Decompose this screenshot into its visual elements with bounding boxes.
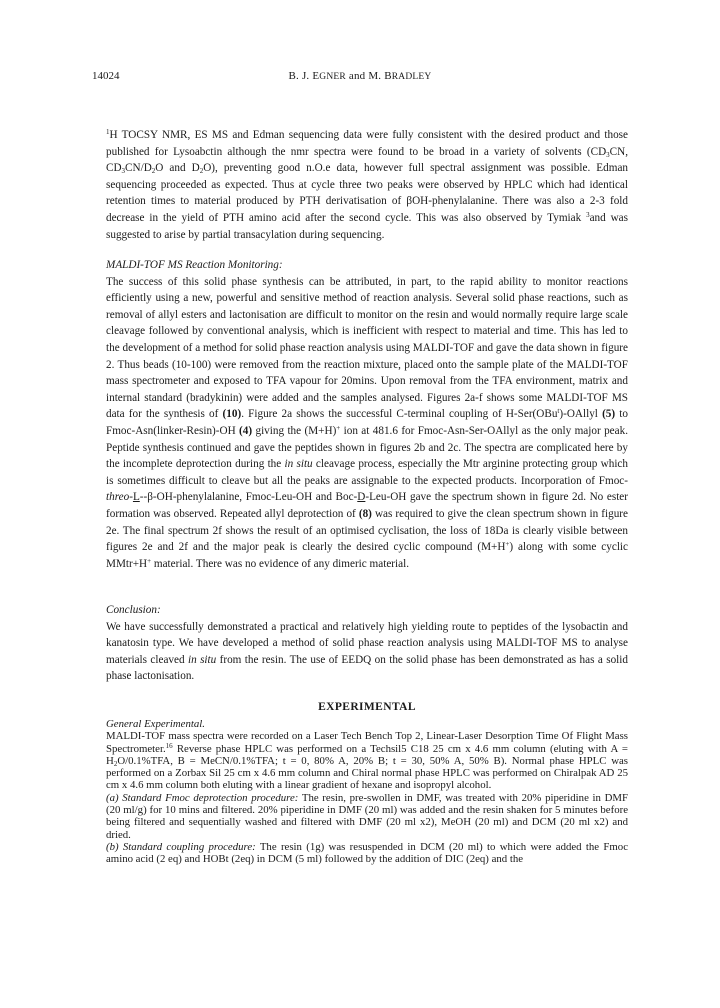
conclusion-heading: Conclusion: [106,604,161,616]
general-heading: General Experimental. [106,718,205,730]
running-header [0,70,720,86]
maldi-heading: MALDI-TOF MS Reaction Monitoring: [106,259,283,271]
conclusion-paragraph: We have successfully demonstrated a practical and relatively high yielding route to peptides of the lysobactin and kanatosin type. We have developed a method of solid phase reaction analysis using MALDI-TOF MS to analyse materials cleaved in situ from the resin. The use of EEDQ on the solid phase has been demonstrated as has a solid phase lactonisation. [106,620,628,683]
running-title: B. J. EGNER and M. BRADLEY [288,70,432,82]
maldi-paragraph: The success of this solid phase synthesis can be attributed, in part, to the rapid ability to monitor reactions efficiently using a new, powerful and sensitive method of reaction analysis. Several solid phase reactions, such as removal of allyl esters and lactonisation are difficult to monitor on the resin and would normally require large scale cleavage followed by conventional analysis, which is inefficient with respect to material and time. This has led to the development of a method for solid phase reaction analysis using MALDI-TOF and gave the data shown in figure 2. Thus beads (10-100) were removed from the reaction mixture, placed onto the sample plate of the MALDI-TOF mass spectrometer and exposed to TFA vapour for 20mins. Upon removal from the TFA environment, matrix and internal standard (bradykinin) were added and the samples analysed. Figures 2a-f shows some MALDI-TOF MS data for the synthesis of (10). Figure 2a shows the successful C-terminal coupling of H-Ser(OBu$^t$)-OAllyl (5) to Fmoc-Asn(linker-Resin)-OH (4) giving the (M+H)+ ion at 481.6 for Fmoc-Asn-Ser-OAllyl as the only major peak. Peptide synthesis continued and gave the peptides shown in figures 2b and 2c. The spectra are complicated here by the incomplete deprotection during the in situ cleavage process, especially the Mtr arginine protecting group which is sometimes difficult to cleave but all the peaks are assignable to the expected products. Incorporation of Fmoc-threo-L--β-OH-phenylalanine, Fmoc-Leu-OH and Boc-D-Leu-OH gave the spectrum shown in figure 2d. No ester formation was observed. Repeated allyl deprotection of (8) was required to give the clean spectrum shown in figure 2e. The final spectrum 2f shows the result of an optimised cyclisation, the loss of 18Da is clearly visible between figures 2e and 2f and the major peak is clearly the desired cyclic compound (M+H+) along with some cyclic MMtr+H+ material. There was no evidence of any dimeric material. [106,275,629,570]
general-paragraph: MALDI-TOF mass spectra were recorded on a Laser Tech Bench Top 2, Linear-Laser Desorption Time Of Flight Mass Spectrometer.$^{16}$ Reverse phase HPLC was performed on a Techsil5 C18 25 cm x 4.6 mm column (eluting with $A = H_2O/0.1\%TFA$, B = MeCN/0.1%TFA; t = 0, 80% A, 20% B; t = 30, 50% A, 50% B). Normal phase HPLC was performed on a Zorbax Sil 25 cm x 4.6 mm column and Chiral normal phase HPLC was performed on Chiralpak AD 25 cm x 4.6 mm column both eluting with a linear gradient of hexane and isopropyl alcohol. [106,730,628,792]
page-number: 14024 [92,70,120,82]
conclusion-section [106,602,628,685]
nmr-paragraph: $^1$H TOCSY NMR, ES MS and Edman sequencing data were fully consistent with the desired product and those published for Lysoabctin although the nmr spectra were found to be broad in a variety of solvents ($CD_3CN$, $CD_3CN/D_2O$ and $D_2O$), preventing good n.O.e data, however full spectral assignment was possible. Edman sequencing proceeded as expected. Thus at cycle three two peaks were observed by HPLC which had identical retention times to material produced by PTH derivatisation of βOH-phenylalanine. There was also a 2-3 fold decrease in the yield of PTH amino acid after the second cycle. This was also observed by Tymiak $^3$and was suggested to arise by partial transacylation during sequencing. [106,128,628,241]
coupling-paragraph: (b) Standard coupling procedure: The resin (1g) was resuspended in DCM (20 ml) to which were added the Fmoc amino acid (2 eq) and HOBt (2eq) in DCM (5 ml) followed by the addition of DIC (2eq) and the [106,840,628,866]
maldi-section [106,257,628,572]
experimental-section [106,701,628,866]
fmoc-deprotection-paragraph: (a) Standard Fmoc deprotection procedure: The resin, pre-swollen in DMF, was treated with 20% piperidine in DMF (20 ml/g) for 10 mins and filtered. 20% piperidine in DMF (20 ml) was added and the resin shaken for 5 minutes before being filtered and sequentially washed and filtered with DMF (20 ml x2), MeOH (20 ml) and DCM (20 ml x2) and dried. [106,791,628,841]
experimental-title: EXPERIMENTAL [318,701,416,713]
